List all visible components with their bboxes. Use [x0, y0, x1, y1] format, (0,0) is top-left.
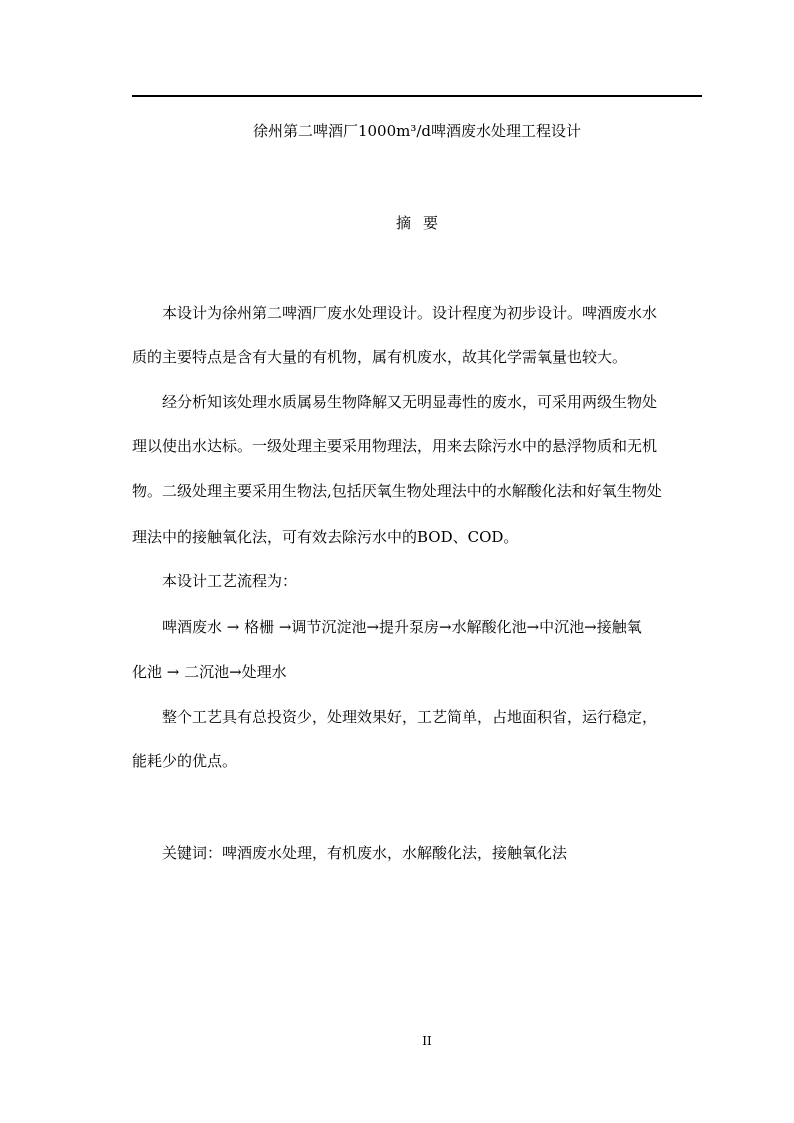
abstract-line: 理以使出水达标。一级处理主要采用物理法，用来去除污水中的悬浮物质和无机	[132, 437, 658, 455]
process-flow-intro: 本设计工艺流程为：	[132, 572, 298, 590]
process-flow-line: 啤酒废水 → 格栅 →调节沉淀池→提升泵房→水解酸化池→中沉池→接触氧	[132, 618, 642, 636]
keywords-line: 关键词：啤酒废水处理，有机废水，水解酸化法，接触氧化法	[132, 844, 568, 862]
abstract-line: 本设计为徐州第二啤酒厂废水处理设计。设计程度为初步设计。啤酒废水水	[132, 304, 658, 322]
abstract-line: 能耗少的优点。	[132, 752, 238, 770]
document-title: 徐州第二啤酒厂1000m³/d啤酒废水处理工程设计	[252, 122, 582, 140]
header-rule	[132, 95, 702, 97]
abstract-line: 理法中的接触氧化法，可有效去除污水中的BOD、COD。	[132, 528, 519, 546]
abstract-line: 物。二级处理主要采用生物法,包括厌氧生物处理法中的水解酸化法和好氧生物处	[132, 482, 662, 500]
abstract-line: 整个工艺具有总投资少，处理效果好，工艺简单，占地面积省，运行稳定，	[132, 708, 658, 726]
process-flow-line: 化池 → 二沉池→处理水	[132, 663, 287, 681]
abstract-heading: 摘要	[395, 214, 450, 232]
abstract-line: 经分析知该处理水质属易生物降解又无明显毒性的废水，可采用两级生物处	[132, 393, 658, 411]
page-number: II	[422, 1034, 432, 1048]
abstract-line: 质的主要特点是含有大量的有机物，属有机废水，故其化学需氧量也较大。	[132, 348, 628, 366]
